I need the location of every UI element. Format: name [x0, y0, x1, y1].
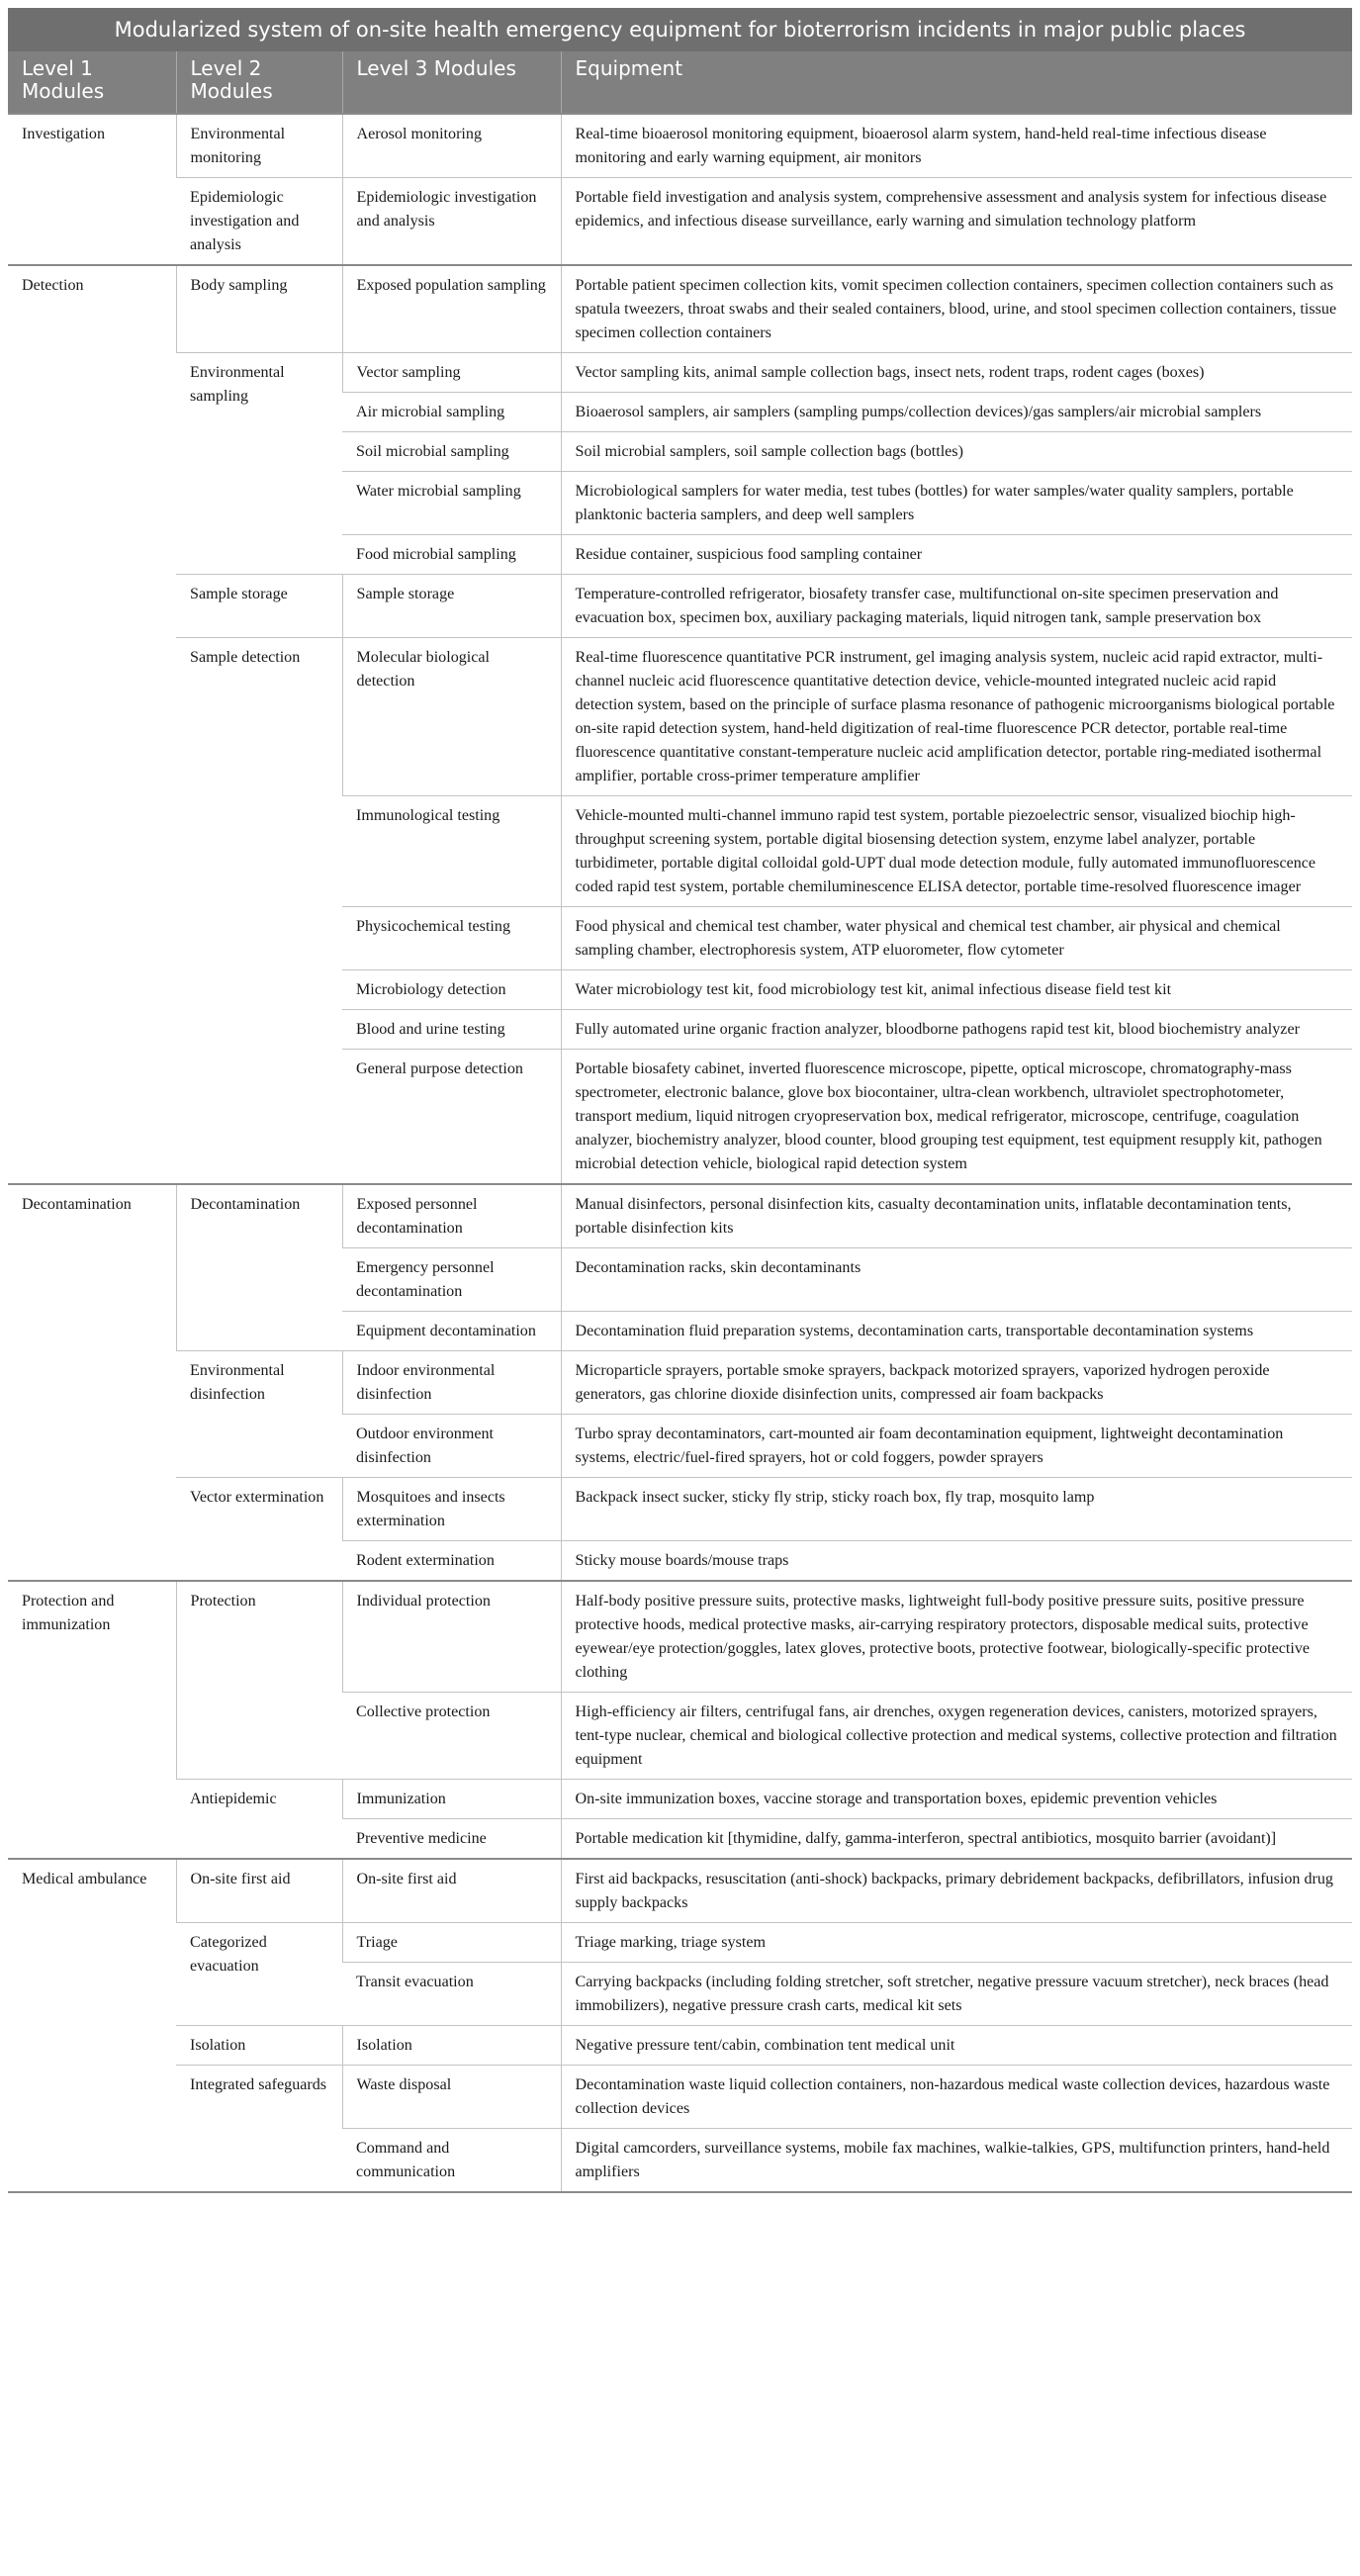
level3-module-cell: Microbiology detection	[342, 970, 561, 1010]
equipment-cell: Decontamination racks, skin decontaminants	[561, 1248, 1352, 1312]
level3-module-cell: Molecular biological detection	[342, 638, 561, 796]
level3-module-cell: Mosquitoes and insects extermination	[342, 1478, 561, 1541]
level2-module-cell: Environmental monitoring	[176, 114, 342, 178]
equipment-table-container	[8, 8, 1352, 2193]
equipment-cell: Backpack insect sucker, sticky fly strip, sticky roach box, fly trap, mosquito lamp	[561, 1478, 1352, 1541]
table-row	[8, 178, 1352, 266]
level3-module-cell: Exposed personnel decontamination	[342, 1184, 561, 1248]
header-level3: Level 3 Modules	[342, 51, 561, 114]
level3-module-cell: Collective protection	[342, 1693, 561, 1780]
equipment-cell: Portable medication kit [thymidine, dalfy, gamma-interferon, spectral antibiotics, mosquito barrier (avoidant)]	[561, 1819, 1352, 1860]
level3-module-cell: Water microbial sampling	[342, 472, 561, 535]
equipment-cell: Triage marking, triage system	[561, 1923, 1352, 1963]
level3-module-cell: Rodent extermination	[342, 1541, 561, 1582]
level3-module-cell: Aerosol monitoring	[342, 114, 561, 178]
level2-module-cell: Epidemiologic investigation and analysis	[176, 178, 342, 266]
level3-module-cell: Equipment decontamination	[342, 1312, 561, 1351]
level3-module-cell: Waste disposal	[342, 2066, 561, 2129]
level3-module-cell: Preventive medicine	[342, 1819, 561, 1860]
level2-module-cell: Integrated safeguards	[176, 2066, 342, 2193]
equipment-cell: Vector sampling kits, animal sample collection bags, insect nets, rodent traps, rodent cages (boxes)	[561, 353, 1352, 393]
equipment-cell: First aid backpacks, resuscitation (anti-shock) backpacks, primary debridement backpacks, defibrillators, infusion drug supply backpacks	[561, 1859, 1352, 1923]
level2-module-cell: Antiepidemic	[176, 1780, 342, 1860]
level3-module-cell: On-site first aid	[342, 1859, 561, 1923]
table-row	[8, 1859, 1352, 1923]
level1-module-cell: Protection and immunization	[8, 1581, 176, 1859]
level3-module-cell: Blood and urine testing	[342, 1010, 561, 1050]
equipment-cell: Soil microbial samplers, soil sample collection bags (bottles)	[561, 432, 1352, 472]
table-row	[8, 1478, 1352, 1541]
equipment-cell: Decontamination fluid preparation systems, decontamination carts, transportable decontamination systems	[561, 1312, 1352, 1351]
equipment-table	[8, 51, 1352, 2193]
table-row	[8, 114, 1352, 178]
equipment-cell: Turbo spray decontaminators, cart-mounted air foam decontamination equipment, lightweight decontamination systems, electric/fuel-fired sprayers, hot or cold foggers, powder sprayers	[561, 1415, 1352, 1478]
level2-module-cell: On-site first aid	[176, 1859, 342, 1923]
level1-module-cell: Medical ambulance	[8, 1859, 176, 2192]
level3-module-cell: Transit evacuation	[342, 1963, 561, 2026]
table-row	[8, 638, 1352, 796]
level3-module-cell: Physicochemical testing	[342, 907, 561, 970]
level3-module-cell: Food microbial sampling	[342, 535, 561, 575]
level1-module-cell: Decontamination	[8, 1184, 176, 1581]
level1-module-cell: Detection	[8, 265, 176, 1184]
table-row	[8, 2026, 1352, 2066]
level3-module-cell: Isolation	[342, 2026, 561, 2066]
table-row	[8, 1581, 1352, 1693]
level3-module-cell: Emergency personnel decontamination	[342, 1248, 561, 1312]
level2-module-cell: Body sampling	[176, 265, 342, 353]
level2-module-cell: Sample detection	[176, 638, 342, 1185]
table-row	[8, 575, 1352, 638]
level2-module-cell: Isolation	[176, 2026, 342, 2066]
equipment-cell: Bioaerosol samplers, air samplers (sampling pumps/collection devices)/gas samplers/air microbial samplers	[561, 393, 1352, 432]
equipment-cell: Vehicle-mounted multi-channel immuno rapid test system, portable piezoelectric sensor, visualized biochip high-throughput screening system, portable digital biosensing detection system, enzyme label analyzer, portable turbidimeter, portable digital colloidal gold-UPT dual mode detection module, fully automated immunofluorescence coded rapid test system, portable chemiluminescence ELISA detector, portable time-resolved fluorescence imager	[561, 796, 1352, 907]
equipment-cell: Real-time bioaerosol monitoring equipment, bioaerosol alarm system, hand-held real-time infectious disease monitoring and early warning equipment, air monitors	[561, 114, 1352, 178]
level3-module-cell: Vector sampling	[342, 353, 561, 393]
equipment-cell: Real-time fluorescence quantitative PCR instrument, gel imaging analysis system, nucleic acid rapid extractor, multi-channel nucleic acid fluorescence quantitative detection device, vehicle-mounted integrated nucleic acid rapid detection system, based on the principle of surface plasma resonance of pathogenic microorganisms biological portable on-site rapid detection system, hand-held digitization of real-time fluorescence PCR detector, portable real-time fluorescence quantitative constant-temperature nucleic acid amplification detector, portable ring-mediated isothermal amplifier, portable cross-primer temperature amplifier	[561, 638, 1352, 796]
equipment-cell: Portable field investigation and analysis system, comprehensive assessment and analysis system for infectious disease epidemics, and infectious disease surveillance, early warning and simulation technology platform	[561, 178, 1352, 266]
level3-module-cell: Epidemiologic investigation and analysis	[342, 178, 561, 266]
level2-module-cell: Sample storage	[176, 575, 342, 638]
level3-module-cell: Command and communication	[342, 2129, 561, 2193]
level3-module-cell: General purpose detection	[342, 1050, 561, 1185]
table-body	[8, 114, 1352, 2192]
equipment-cell: Microbiological samplers for water media, test tubes (bottles) for water samples/water quality samplers, portable planktonic bacteria samplers, and deep well samplers	[561, 472, 1352, 535]
level3-module-cell: Individual protection	[342, 1581, 561, 1693]
equipment-cell: Negative pressure tent/cabin, combination tent medical unit	[561, 2026, 1352, 2066]
header-equipment: Equipment	[561, 51, 1352, 114]
header-level2: Level 2 Modules	[176, 51, 342, 114]
header-level1: Level 1 Modules	[8, 51, 176, 114]
equipment-cell: High-efficiency air filters, centrifugal fans, air drenches, oxygen regeneration devices, canisters, motorized sprayers, tent-type nuclear, chemical and biological collective protection and medical systems, collective protection and filtration equipment	[561, 1693, 1352, 1780]
table-row	[8, 2066, 1352, 2129]
equipment-cell: Portable biosafety cabinet, inverted fluorescence microscope, pipette, optical microscope, chromatography-mass spectrometer, electronic balance, glove box biocontainer, ultra-clean workbench, ultraviolet spectrophotometer, transport medium, liquid nitrogen cryopreservation box, medical refrigerator, microscope, centrifuge, coagulation analyzer, biochemistry analyzer, blood counter, blood grouping test equipment, test equipment resupply kit, pathogen microbial detection vehicle, biological rapid detection system	[561, 1050, 1352, 1185]
level3-module-cell: Outdoor environment disinfection	[342, 1415, 561, 1478]
equipment-cell: Digital camcorders, surveillance systems, mobile fax machines, walkie-talkies, GPS, multifunction printers, hand-held amplifiers	[561, 2129, 1352, 2193]
level2-module-cell: Environmental sampling	[176, 353, 342, 575]
table-row	[8, 1351, 1352, 1415]
level2-module-cell: Vector extermination	[176, 1478, 342, 1582]
equipment-cell: Residue container, suspicious food sampling container	[561, 535, 1352, 575]
level3-module-cell: Air microbial sampling	[342, 393, 561, 432]
equipment-cell: On-site immunization boxes, vaccine storage and transportation boxes, epidemic prevention vehicles	[561, 1780, 1352, 1819]
equipment-cell: Food physical and chemical test chamber, water physical and chemical test chamber, air physical and chemical sampling chamber, electrophoresis system, ATP eluorometer, flow cytometer	[561, 907, 1352, 970]
equipment-cell: Microparticle sprayers, portable smoke sprayers, backpack motorized sprayers, vaporized hydrogen peroxide generators, gas chlorine dioxide disinfection units, compressed air foam backpacks	[561, 1351, 1352, 1415]
table-row	[8, 265, 1352, 353]
level2-module-cell: Decontamination	[176, 1184, 342, 1351]
table-title: Modularized system of on-site health emergency equipment for bioterrorism incidents in major public places	[8, 8, 1352, 51]
equipment-cell: Temperature-controlled refrigerator, biosafety transfer case, multifunctional on-site specimen preservation and evacuation box, specimen box, auxiliary packaging materials, liquid nitrogen tank, sample preservation box	[561, 575, 1352, 638]
table-row	[8, 1780, 1352, 1819]
equipment-cell: Manual disinfectors, personal disinfection kits, casualty decontamination units, inflatable decontamination tents, portable disinfection kits	[561, 1184, 1352, 1248]
equipment-cell: Decontamination waste liquid collection containers, non-hazardous medical waste collection devices, hazardous waste collection devices	[561, 2066, 1352, 2129]
level2-module-cell: Environmental disinfection	[176, 1351, 342, 1478]
table-row	[8, 1923, 1352, 1963]
equipment-cell: Portable patient specimen collection kits, vomit specimen collection containers, specimen collection containers such as spatula tweezers, throat swabs and their sealed containers, blood, urine, and stool specimen collection containers, tissue specimen collection containers	[561, 265, 1352, 353]
equipment-cell: Fully automated urine organic fraction analyzer, bloodborne pathogens rapid test kit, blood biochemistry analyzer	[561, 1010, 1352, 1050]
level3-module-cell: Indoor environmental disinfection	[342, 1351, 561, 1415]
level3-module-cell: Immunization	[342, 1780, 561, 1819]
equipment-cell: Sticky mouse boards/mouse traps	[561, 1541, 1352, 1582]
level3-module-cell: Exposed population sampling	[342, 265, 561, 353]
level2-module-cell: Categorized evacuation	[176, 1923, 342, 2026]
level3-module-cell: Triage	[342, 1923, 561, 1963]
level1-module-cell: Investigation	[8, 114, 176, 265]
table-header-row	[8, 51, 1352, 114]
equipment-cell: Half-body positive pressure suits, protective masks, lightweight full-body positive pressure suits, positive pressure protective hoods, medical protective masks, air-carrying respiratory protectors, disposable medical suits, protective eyewear/eye protection/goggles, latex gloves, protective boots, protective footwear, biologically-specific protective clothing	[561, 1581, 1352, 1693]
table-row	[8, 1184, 1352, 1248]
equipment-cell: Water microbiology test kit, food microbiology test kit, animal infectious disease field test kit	[561, 970, 1352, 1010]
level3-module-cell: Soil microbial sampling	[342, 432, 561, 472]
level3-module-cell: Sample storage	[342, 575, 561, 638]
level2-module-cell: Protection	[176, 1581, 342, 1780]
level3-module-cell: Immunological testing	[342, 796, 561, 907]
equipment-cell: Carrying backpacks (including folding stretcher, soft stretcher, negative pressure vacuum stretcher), neck braces (head immobilizers), negative pressure crash carts, medical kit sets	[561, 1963, 1352, 2026]
table-row	[8, 353, 1352, 393]
